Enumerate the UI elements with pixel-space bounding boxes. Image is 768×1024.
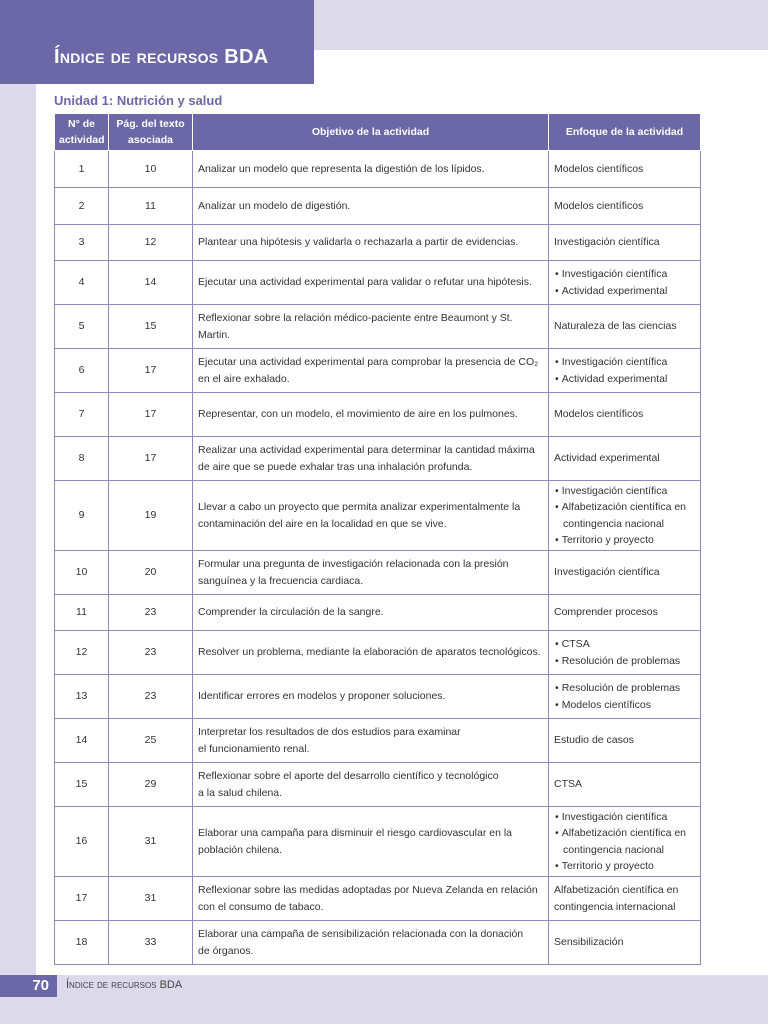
page-number-cell: 23 xyxy=(109,595,193,631)
focus-cell xyxy=(549,393,701,437)
focus-item: • Resolución de problemas xyxy=(554,680,695,697)
activity-number: 3 xyxy=(55,225,109,261)
objective-line: Resolver un problema, mediante la elaboración de aparatos tecnológicos. xyxy=(198,646,541,659)
focus-cell xyxy=(549,807,701,877)
objective-cell xyxy=(193,225,549,261)
table-row xyxy=(55,393,701,437)
page-number-cell: 17 xyxy=(109,393,193,437)
activity-number: 8 xyxy=(55,437,109,481)
objective-line: Ejecutar una actividad experimental para validar o refutar una hipótesis. xyxy=(198,276,532,289)
focus-item: • Actividad experimental xyxy=(554,371,695,388)
activity-number: 9 xyxy=(55,481,109,551)
focus-line: Modelos científicos xyxy=(554,199,644,212)
focus-cell xyxy=(549,631,701,675)
activity-number: 7 xyxy=(55,393,109,437)
objective-line: de aire que se puede exhalar tras una inhalación profunda. xyxy=(198,460,473,473)
page-number-cell: 17 xyxy=(109,349,193,393)
objective-line: Reflexionar sobre las medidas adoptadas por Nueva Zelanda en relación xyxy=(198,884,538,896)
activity-number: 15 xyxy=(55,763,109,807)
focus-line: Actividad experimental xyxy=(554,452,660,465)
objective-line: contaminación del aire en la localidad en que se vive. xyxy=(198,517,447,530)
table-row xyxy=(55,349,701,393)
page-number-cell: 12 xyxy=(109,225,193,261)
objective-cell xyxy=(193,807,549,877)
page-number-cell: 25 xyxy=(109,719,193,763)
objective-cell xyxy=(193,551,549,595)
focus-cell xyxy=(549,877,701,921)
objective-line: Reflexionar sobre el aporte del desarrollo científico y tecnológico xyxy=(198,770,499,782)
unit-title: Unidad 1: Nutrición y salud xyxy=(54,93,223,108)
objective-cell xyxy=(193,631,549,675)
objective-cell xyxy=(193,151,549,188)
focus-line: Alfabetización científica en xyxy=(554,884,679,896)
page-number-cell: 23 xyxy=(109,675,193,719)
header-objective: Objetivo de la actividad xyxy=(193,114,549,151)
table-row xyxy=(55,921,701,965)
footer-title: Índice de recursos BDA xyxy=(66,979,183,991)
objective-cell xyxy=(193,437,549,481)
focus-cell xyxy=(549,481,701,551)
focus-cell xyxy=(549,349,701,393)
focus-line: Comprender procesos xyxy=(554,606,658,619)
focus-line: contingencia internacional xyxy=(554,900,676,913)
objective-line: Realizar una actividad experimental para determinar la cantidad máxima xyxy=(198,444,535,456)
table-row xyxy=(55,719,701,763)
focus-list xyxy=(554,636,695,669)
page-number-cell: 20 xyxy=(109,551,193,595)
table-row xyxy=(55,305,701,349)
page-number-cell: 14 xyxy=(109,261,193,305)
objective-line: Ejecutar una actividad experimental para comprobar la presencia de CO₂ xyxy=(198,356,539,368)
page-number-cell: 31 xyxy=(109,807,193,877)
objective-line: Llevar a cabo un proyecto que permita analizar experimentalmente la xyxy=(198,501,521,513)
table-row xyxy=(55,763,701,807)
page-number-cell: 23 xyxy=(109,631,193,675)
focus-list xyxy=(554,809,695,875)
objective-cell xyxy=(193,349,549,393)
table-row xyxy=(55,631,701,675)
focus-item: • Resolución de problemas xyxy=(554,653,695,670)
page-number-cell: 29 xyxy=(109,763,193,807)
focus-item: • Actividad experimental xyxy=(554,283,695,300)
table-row xyxy=(55,225,701,261)
page-number-cell: 15 xyxy=(109,305,193,349)
objective-cell xyxy=(193,481,549,551)
activity-number: 16 xyxy=(55,807,109,877)
focus-cell xyxy=(549,921,701,965)
table-row xyxy=(55,151,701,188)
focus-cell xyxy=(549,763,701,807)
table-row xyxy=(55,188,701,225)
objective-line: Comprender la circulación de la sangre. xyxy=(198,606,384,619)
focus-cell xyxy=(549,261,701,305)
header-focus: Enfoque de la actividad xyxy=(549,114,701,151)
objective-line: a la salud chilena. xyxy=(198,786,283,799)
activity-number: 4 xyxy=(55,261,109,305)
objective-line: Formular una pregunta de investigación relacionada con la presión xyxy=(198,558,509,570)
table-row xyxy=(55,261,701,305)
table-row xyxy=(55,551,701,595)
focus-line: Investigación científica xyxy=(554,236,660,249)
activity-number: 2 xyxy=(55,188,109,225)
objective-line: población chilena. xyxy=(198,843,283,856)
focus-item: • Investigación científica xyxy=(554,266,695,283)
focus-cell xyxy=(549,595,701,631)
objective-line: Plantear una hipótesis y validarla o rechazarla a partir de evidencias. xyxy=(198,236,519,249)
activity-number: 14 xyxy=(55,719,109,763)
focus-list xyxy=(554,483,695,549)
focus-cell xyxy=(549,305,701,349)
objective-line: con el consumo de tabaco. xyxy=(198,900,324,913)
objective-line: Interpretar los resultados de dos estudios para examinar xyxy=(198,726,461,738)
focus-item: • Investigación científica xyxy=(554,809,695,826)
table-row xyxy=(55,481,701,551)
activity-number: 5 xyxy=(55,305,109,349)
objective-line: el funcionamiento renal. xyxy=(198,742,310,755)
objective-cell xyxy=(193,719,549,763)
focus-cell xyxy=(549,551,701,595)
objective-cell xyxy=(193,261,549,305)
objective-cell xyxy=(193,595,549,631)
objective-cell xyxy=(193,763,549,807)
activity-number: 1 xyxy=(55,151,109,188)
activity-number: 10 xyxy=(55,551,109,595)
focus-list xyxy=(554,680,695,713)
focus-cell xyxy=(549,437,701,481)
focus-cell xyxy=(549,719,701,763)
activity-number: 18 xyxy=(55,921,109,965)
focus-item: • CTSA xyxy=(554,636,695,653)
focus-item: • Alfabetización científica en contingencia nacional xyxy=(554,825,695,858)
objective-line: Identificar errores en modelos y proponer soluciones. xyxy=(198,690,446,703)
objective-cell xyxy=(193,305,549,349)
focus-line: Estudio de casos xyxy=(554,734,634,747)
page-title: Índice de recursos BDA xyxy=(54,46,269,68)
table-row xyxy=(55,675,701,719)
table-row xyxy=(55,437,701,481)
focus-line: Investigación científica xyxy=(554,566,660,579)
objective-cell xyxy=(193,921,549,965)
focus-list xyxy=(554,266,695,299)
focus-line: Sensibilización xyxy=(554,936,624,949)
objective-line: Elaborar una campaña para disminuir el riesgo cardiovascular en la xyxy=(198,827,513,839)
objective-line: Reflexionar sobre la relación médico-paciente entre Beaumont y St. Martin. xyxy=(198,312,513,341)
activity-number: 17 xyxy=(55,877,109,921)
header-activity-number: N° de actividad xyxy=(55,114,109,151)
objective-line: sanguínea y la frecuencia cardiaca. xyxy=(198,574,364,587)
objective-cell xyxy=(193,188,549,225)
focus-list xyxy=(554,354,695,387)
page-number: 70 xyxy=(0,975,57,997)
page-number-cell: 11 xyxy=(109,188,193,225)
table-row xyxy=(55,595,701,631)
table-row xyxy=(55,807,701,877)
objective-line: Elaborar una campaña de sensibilización relacionada con la donación xyxy=(198,928,524,940)
focus-item: • Alfabetización científica en contingencia nacional xyxy=(554,499,695,532)
objective-cell xyxy=(193,393,549,437)
objective-line: Representar, con un modelo, el movimiento de aire en los pulmones. xyxy=(198,408,518,421)
page-number-cell: 17 xyxy=(109,437,193,481)
page-number-cell: 19 xyxy=(109,481,193,551)
focus-cell xyxy=(549,188,701,225)
objective-line: Analizar un modelo que representa la digestión de los lípidos. xyxy=(198,162,485,175)
focus-line: CTSA xyxy=(554,778,583,791)
focus-cell xyxy=(549,151,701,188)
objective-cell xyxy=(193,675,549,719)
activity-number: 12 xyxy=(55,631,109,675)
page-number-cell: 31 xyxy=(109,877,193,921)
objective-line: de órganos. xyxy=(198,944,254,957)
objective-line: Analizar un modelo de digestión. xyxy=(198,199,351,212)
focus-item: • Modelos científicos xyxy=(554,697,695,714)
header-page: Pág. del texto asociada xyxy=(109,114,193,151)
title-banner xyxy=(0,0,314,84)
table-row xyxy=(55,877,701,921)
focus-cell xyxy=(549,675,701,719)
header-strip xyxy=(314,0,768,50)
focus-item: • Territorio y proyecto xyxy=(554,858,695,875)
table-header-row xyxy=(55,114,701,151)
focus-line: Modelos científicos xyxy=(554,162,644,175)
activity-number: 11 xyxy=(55,595,109,631)
page-number-cell: 33 xyxy=(109,921,193,965)
focus-line: Naturaleza de las ciencias xyxy=(554,320,677,333)
page-number-cell: 10 xyxy=(109,151,193,188)
focus-item: • Investigación científica xyxy=(554,354,695,371)
focus-item: • Investigación científica xyxy=(554,483,695,500)
objective-line: en el aire exhalado. xyxy=(198,372,290,385)
activity-number: 13 xyxy=(55,675,109,719)
objective-cell xyxy=(193,877,549,921)
focus-line: Modelos científicos xyxy=(554,408,644,421)
resources-table xyxy=(54,113,701,965)
focus-cell xyxy=(549,225,701,261)
activity-number: 6 xyxy=(55,349,109,393)
focus-item: • Territorio y proyecto xyxy=(554,532,695,549)
